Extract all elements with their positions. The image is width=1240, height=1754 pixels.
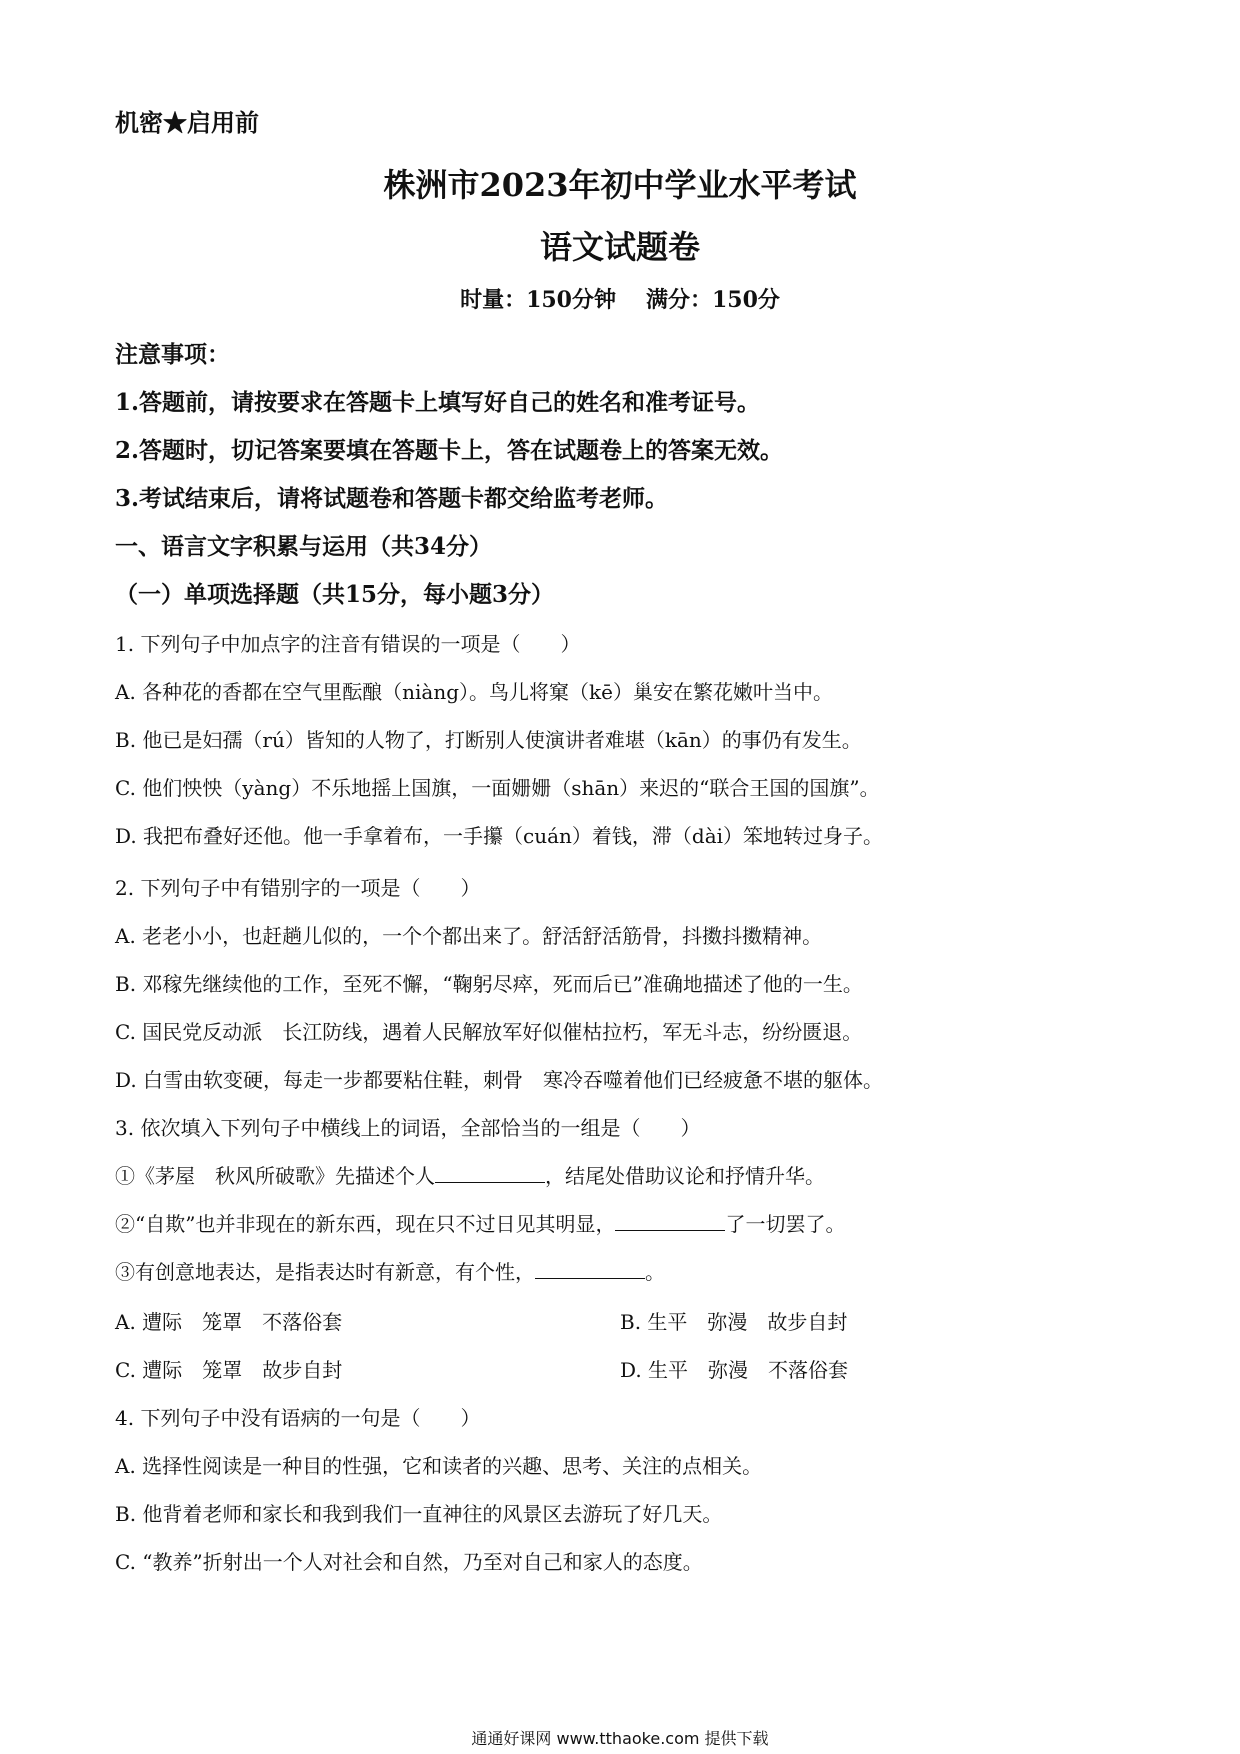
option-c: C. “教养”折射出一个人对社会和自然，乃至对自己和家人的态度。 [115, 1550, 703, 1574]
question-stem: 4. 下列句子中没有语病的一句是（ ） [115, 1406, 481, 1430]
option-a: A. 老老小小，也赶趟儿似的，一个个都出来了。舒活舒活筋骨，抖擞抖擞精神。 [115, 924, 823, 948]
option-b: B. 他背着老师和家长和我到我们一直神往的风景区去游玩了好几天。 [115, 1502, 723, 1526]
option-c: C. 遭际 笼罩 故步自封 [115, 1358, 343, 1382]
question-stem: 3. 依次填入下列句子中横线上的词语，全部恰当的一组是（ ） [115, 1116, 701, 1140]
note-item: 3.考试结束后，请将试题卷和答题卡都交给监考老师。 [115, 485, 669, 512]
fill-sentence-1 [115, 1160, 825, 1189]
option-a: A. 各种花的香都在空气里酝酿（niàng）。鸟儿将窠（kē）巢安在繁花嫩叶当中。 [115, 680, 833, 704]
subsection-heading: （一）单项选择题（共15分，每小题3分） [115, 581, 555, 608]
option-d: D. 白雪由软变硬，每走一步都要粘住鞋，刺骨 寒冷吞噬着他们已经疲惫不堪的躯体。 [115, 1068, 884, 1092]
confidential-label: 机密★启用前 [115, 108, 259, 137]
option-a: A. 遭际 笼罩 不落俗套 [115, 1310, 343, 1334]
sentence-part: 了一切罢了。 [725, 1212, 846, 1236]
option-b: B. 生平 弥漫 故步自封 [620, 1310, 848, 1334]
sentence-part: ，结尾处借助议论和抒情升华。 [545, 1164, 825, 1188]
duration-text: 时量：150分钟 [460, 287, 616, 313]
paper-subtitle: 语文试题卷 [539, 228, 700, 266]
option-b: B. 邓稼先继续他的工作，至死不懈，“鞠躬尽瘁，死而后已”准确地描述了他的一生。 [115, 972, 863, 996]
exam-meta [0, 283, 1240, 314]
question-stem: 2. 下列句子中有错别字的一项是（ ） [115, 876, 481, 900]
note-item: 2.答题时，切记答案要填在答题卡上，答在试题卷上的答案无效。 [115, 437, 784, 464]
question-stem: 1. 下列句子中加点字的注音有错误的一项是（ ） [115, 632, 581, 656]
score-text: 满分：150分 [646, 287, 780, 313]
answer-blank [615, 1229, 725, 1231]
fill-sentence-2 [115, 1208, 845, 1237]
section-heading: 一、语言文字积累与运用（共34分） [115, 533, 493, 560]
fill-sentence-3 [115, 1256, 665, 1285]
option-c: C. 国民党反动派 长江防线，遇着人民解放军好似催枯拉朽，军无斗志，纷纷匮退。 [115, 1020, 863, 1044]
sentence-part: 。 [645, 1260, 665, 1284]
note-item: 1.答题前，请按要求在答题卡上填写好自己的姓名和准考证号。 [115, 389, 761, 416]
footer-credit: 通通好课网 www.tthaoke.com 提供下载 [471, 1729, 769, 1748]
notes-heading: 注意事项： [115, 341, 230, 368]
answer-blank [535, 1277, 645, 1279]
sentence-part: ①《茅屋 秋风所破歌》先描述个人 [115, 1164, 435, 1188]
sentence-part: ③有创意地表达，是指表达时有新意，有个性， [115, 1260, 535, 1284]
exam-title: 株洲市2023年初中学业水平考试 [383, 166, 857, 204]
option-b: B. 他已是妇孺（rú）皆知的人物了，打断别人使演讲者难堪（kān）的事仍有发生。 [115, 728, 862, 752]
answer-blank [435, 1181, 545, 1183]
option-c: C. 他们怏怏（yàng）不乐地摇上国旗，一面姗姗（shān）来迟的“联合王国的国旗”。 [115, 776, 880, 800]
option-d: D. 生平 弥漫 不落俗套 [620, 1358, 849, 1382]
sentence-part: ②“自欺”也并非现在的新东西，现在只不过日见其明显， [115, 1212, 616, 1236]
option-d: D. 我把布叠好还他。他一手拿着布，一手攥（cuán）着钱，滞（dài）笨地转过身子。 [115, 824, 884, 848]
option-a: A. 选择性阅读是一种目的性强，它和读者的兴趣、思考、关注的点相关。 [115, 1454, 763, 1478]
